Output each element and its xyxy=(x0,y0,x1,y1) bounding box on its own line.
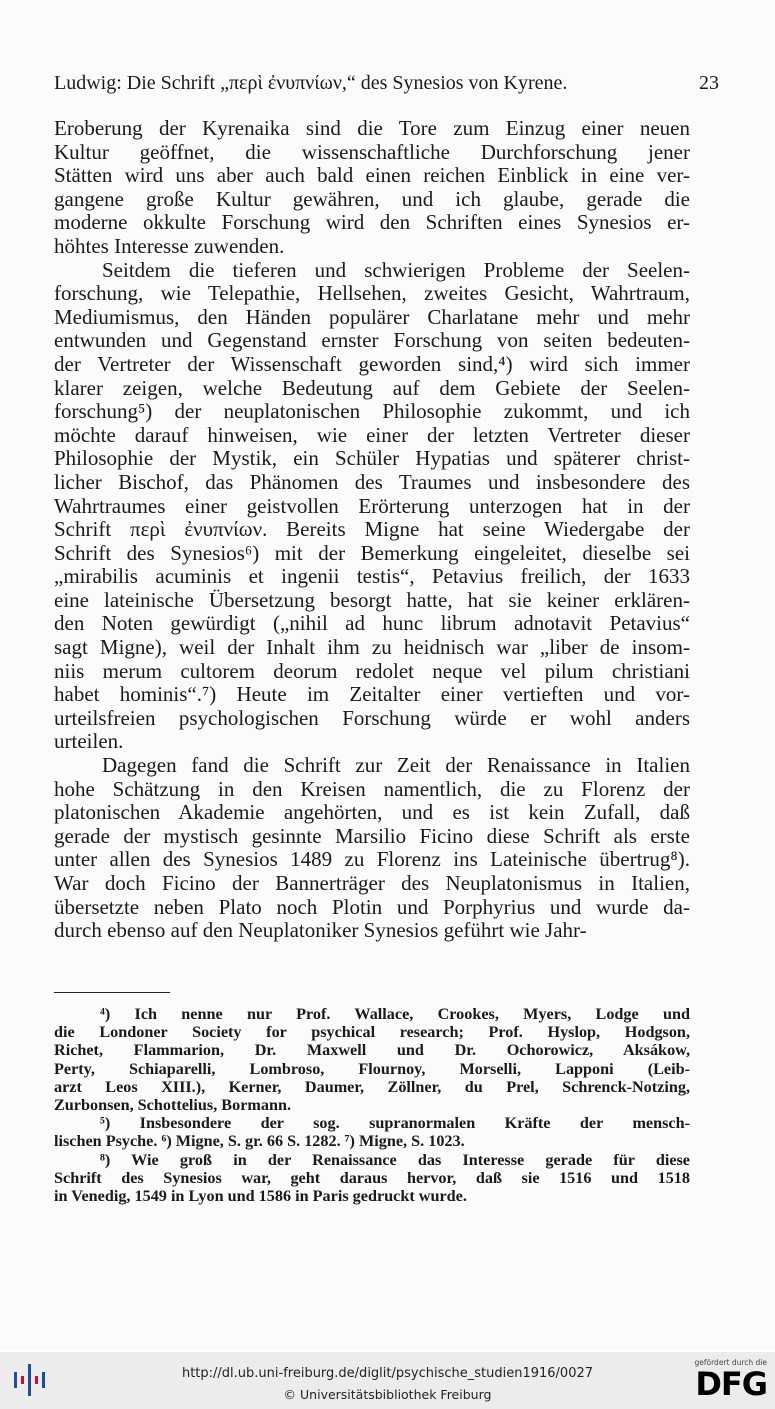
page-number: 23 xyxy=(699,72,719,94)
paragraph-line: der Vertreter der Wissenschaft geworden sind,⁴) wird sich immer xyxy=(54,352,690,376)
footnote-line: ⁵) Insbesondere der sog. supranormalen Kräfte der mensch- xyxy=(100,1114,690,1133)
paragraph-line: Kultur geöffnet, die wissenschaftliche Durchforschung jener xyxy=(54,140,690,164)
paragraph-line: War doch Ficino der Bannerträger des Neuplatonismus in Italien, xyxy=(54,872,690,895)
paragraph-line: hohe Schätzung in den Kreisen namentlich, die zu Florenz der xyxy=(54,777,690,801)
running-header xyxy=(54,72,719,95)
copyright-notice: © Universitätsbibliothek Freiburg xyxy=(283,1387,492,1402)
footnote-line: ⁴) Ich nenne nur Prof. Wallace, Crookes, Myers, Lodge und xyxy=(100,1005,690,1023)
footnote-line: die Londoner Society for psychical research; Prof. Hyslop, Hodgson, xyxy=(54,1023,690,1042)
footnote-line: in Venedig, 1549 in Lyon und 1586 in Paris gedruckt wurde. xyxy=(54,1187,467,1206)
paragraph-2 xyxy=(54,259,690,754)
paragraph-line: durch ebenso auf den Neuplatoniker Synesios geführt wie Jahr- xyxy=(54,919,587,943)
footnote-line: ⁸) Wie groß in der Renaissance das Interesse gerade für diese xyxy=(100,1150,690,1169)
paragraph-line: niis merum cultorem deorum redolet neque vel pilum christiani xyxy=(54,659,690,683)
footnote-line: Schrift des Synesios war, geht daraus hervor, daß sie 1516 und 1518 xyxy=(54,1168,690,1187)
paragraph-line: sagt Migne), weil der Inhalt ihm zu heidnisch war „liber de insom- xyxy=(54,636,690,660)
paragraph-line: höhtes Interesse zuwenden. xyxy=(54,234,285,258)
running-header-title: Ludwig: Die Schrift „περὶ ἐνυπνίων,“ des Synesios von Kyrene. xyxy=(54,72,568,94)
paragraph-line: Schrift περὶ ἐνυπνίων. Bereits Migne hat seine Wiedergabe der xyxy=(54,518,690,542)
paragraph-line: „mirabilis acuminis et ingenii testis“, Petavius freilich, der 1633 xyxy=(54,565,690,589)
paragraph-line: Eroberung der Kyrenaika sind die Tore zum Einzug einer neuen xyxy=(54,117,690,140)
footnote-line: Perty, Schiaparelli, Lombroso, Flournoy, Morselli, Lapponi (Leib- xyxy=(54,1059,690,1078)
footnote-line: Zurbonsen, Schottelius, Bormann. xyxy=(54,1096,292,1115)
permalink-url[interactable]: http://dl.ub.uni-freiburg.de/diglit/psychische_studien1916/0027 xyxy=(181,1366,594,1381)
paragraph-line: entwunden und Gegenstand ernster Forschung von seiten bedeuten- xyxy=(54,329,690,353)
paragraph-line: Stätten wird uns aber auch bald einen reichen Einblick in eine ver- xyxy=(54,164,690,188)
paragraph-line: Philosophie der Mystik, ein Schüler Hypatias und späterer christ- xyxy=(54,447,690,471)
dfg-wordmark: DFG xyxy=(695,1365,767,1403)
paragraph-line: platonischen Akademie angehörten, und es ist kein Zufall, daß xyxy=(54,801,690,825)
sponsor-caption: gefördert durch die xyxy=(694,1358,767,1367)
paragraph-line: gangene große Kultur gewähren, und ich glaube, gerade die xyxy=(54,187,690,211)
paragraph-line: möchte darauf hinweisen, wie einer der letzten Vertreter dieser xyxy=(54,423,690,447)
paragraph-3 xyxy=(54,754,690,943)
footnote-separator xyxy=(54,992,170,993)
paragraph-line: den Noten gewürdigt („nihil ad hunc librum adnotavit Petavius“ xyxy=(54,612,690,636)
paragraph-line: urteilsfreien psychologischen Forschung würde er wohl anders xyxy=(54,706,690,730)
paragraph-line: forschung, wie Telepathie, Hellsehen, zweites Gesicht, Wahrtraum, xyxy=(54,282,690,306)
viewer-footer-bar xyxy=(0,1352,775,1409)
paragraph-line: urteilen. xyxy=(54,730,124,754)
footnotes xyxy=(54,1005,690,1205)
dfg-sponsor-logo[interactable] xyxy=(683,1358,767,1404)
paragraph-line: Dagegen fand die Schrift zur Zeit der Renaissance in Italien xyxy=(102,754,690,778)
paragraph-line: habet hominis“.⁷) Heute im Zeitalter einer vertieften und vor- xyxy=(54,683,690,707)
paragraph-line: Mediumismus, den Händen populärer Charlatane mehr und mehr xyxy=(54,305,690,329)
footnote-3 xyxy=(54,1151,690,1206)
paragraph-line: forschung⁵) der neuplatonischen Philosophie zukommt, und ich xyxy=(54,400,690,424)
paragraph-line: moderne okkulte Forschung wird den Schriften eines Synesios er- xyxy=(54,211,690,235)
paragraph-line: übersetzte neben Plato noch Plotin und Porphyrius und wurde da- xyxy=(54,895,690,919)
footnote-line: lischen Psyche. ⁶) Migne, S. gr. 66 S. 1282. ⁷) Migne, S. 1023. xyxy=(54,1132,465,1151)
footnote-1 xyxy=(54,1005,690,1114)
paragraph-line: unter allen des Synesios 1489 zu Florenz ins Lateinische übertrug⁸). xyxy=(54,848,690,872)
footnote-line: arzt Leos XIII.), Kerner, Daumer, Zöllner, du Prel, Schrenck-Notzing, xyxy=(54,1077,690,1096)
paragraph-1 xyxy=(54,117,690,259)
paragraph-line: gerade der mystisch gesinnte Marsilio Ficino diese Schrift als erste xyxy=(54,824,690,848)
paragraph-line: Seitdem die tieferen und schwierigen Probleme der Seelen- xyxy=(102,258,690,282)
paragraph-line: Wahrtraumes einer geistvollen Erörterung unterzogen hat in der xyxy=(54,494,690,518)
paragraph-line: licher Bischof, das Phänomen des Traumes und insbesondere des xyxy=(54,470,690,494)
footnote-line: Richet, Flammarion, Dr. Maxwell und Dr. Ochorowicz, Aksákow, xyxy=(54,1041,690,1060)
footnote-2 xyxy=(54,1114,690,1150)
paragraph-line: klarer zeigen, welche Bedeutung auf dem Gebiete der Seelen- xyxy=(54,376,690,400)
paragraph-line: eine lateinische Übersetzung besorgt hatte, hat sie keiner erklären- xyxy=(54,588,690,612)
paragraph-line: Schrift des Synesios⁶) mit der Bemerkung eingeleitet, dieselbe sei xyxy=(54,541,690,565)
main-text xyxy=(54,117,690,943)
